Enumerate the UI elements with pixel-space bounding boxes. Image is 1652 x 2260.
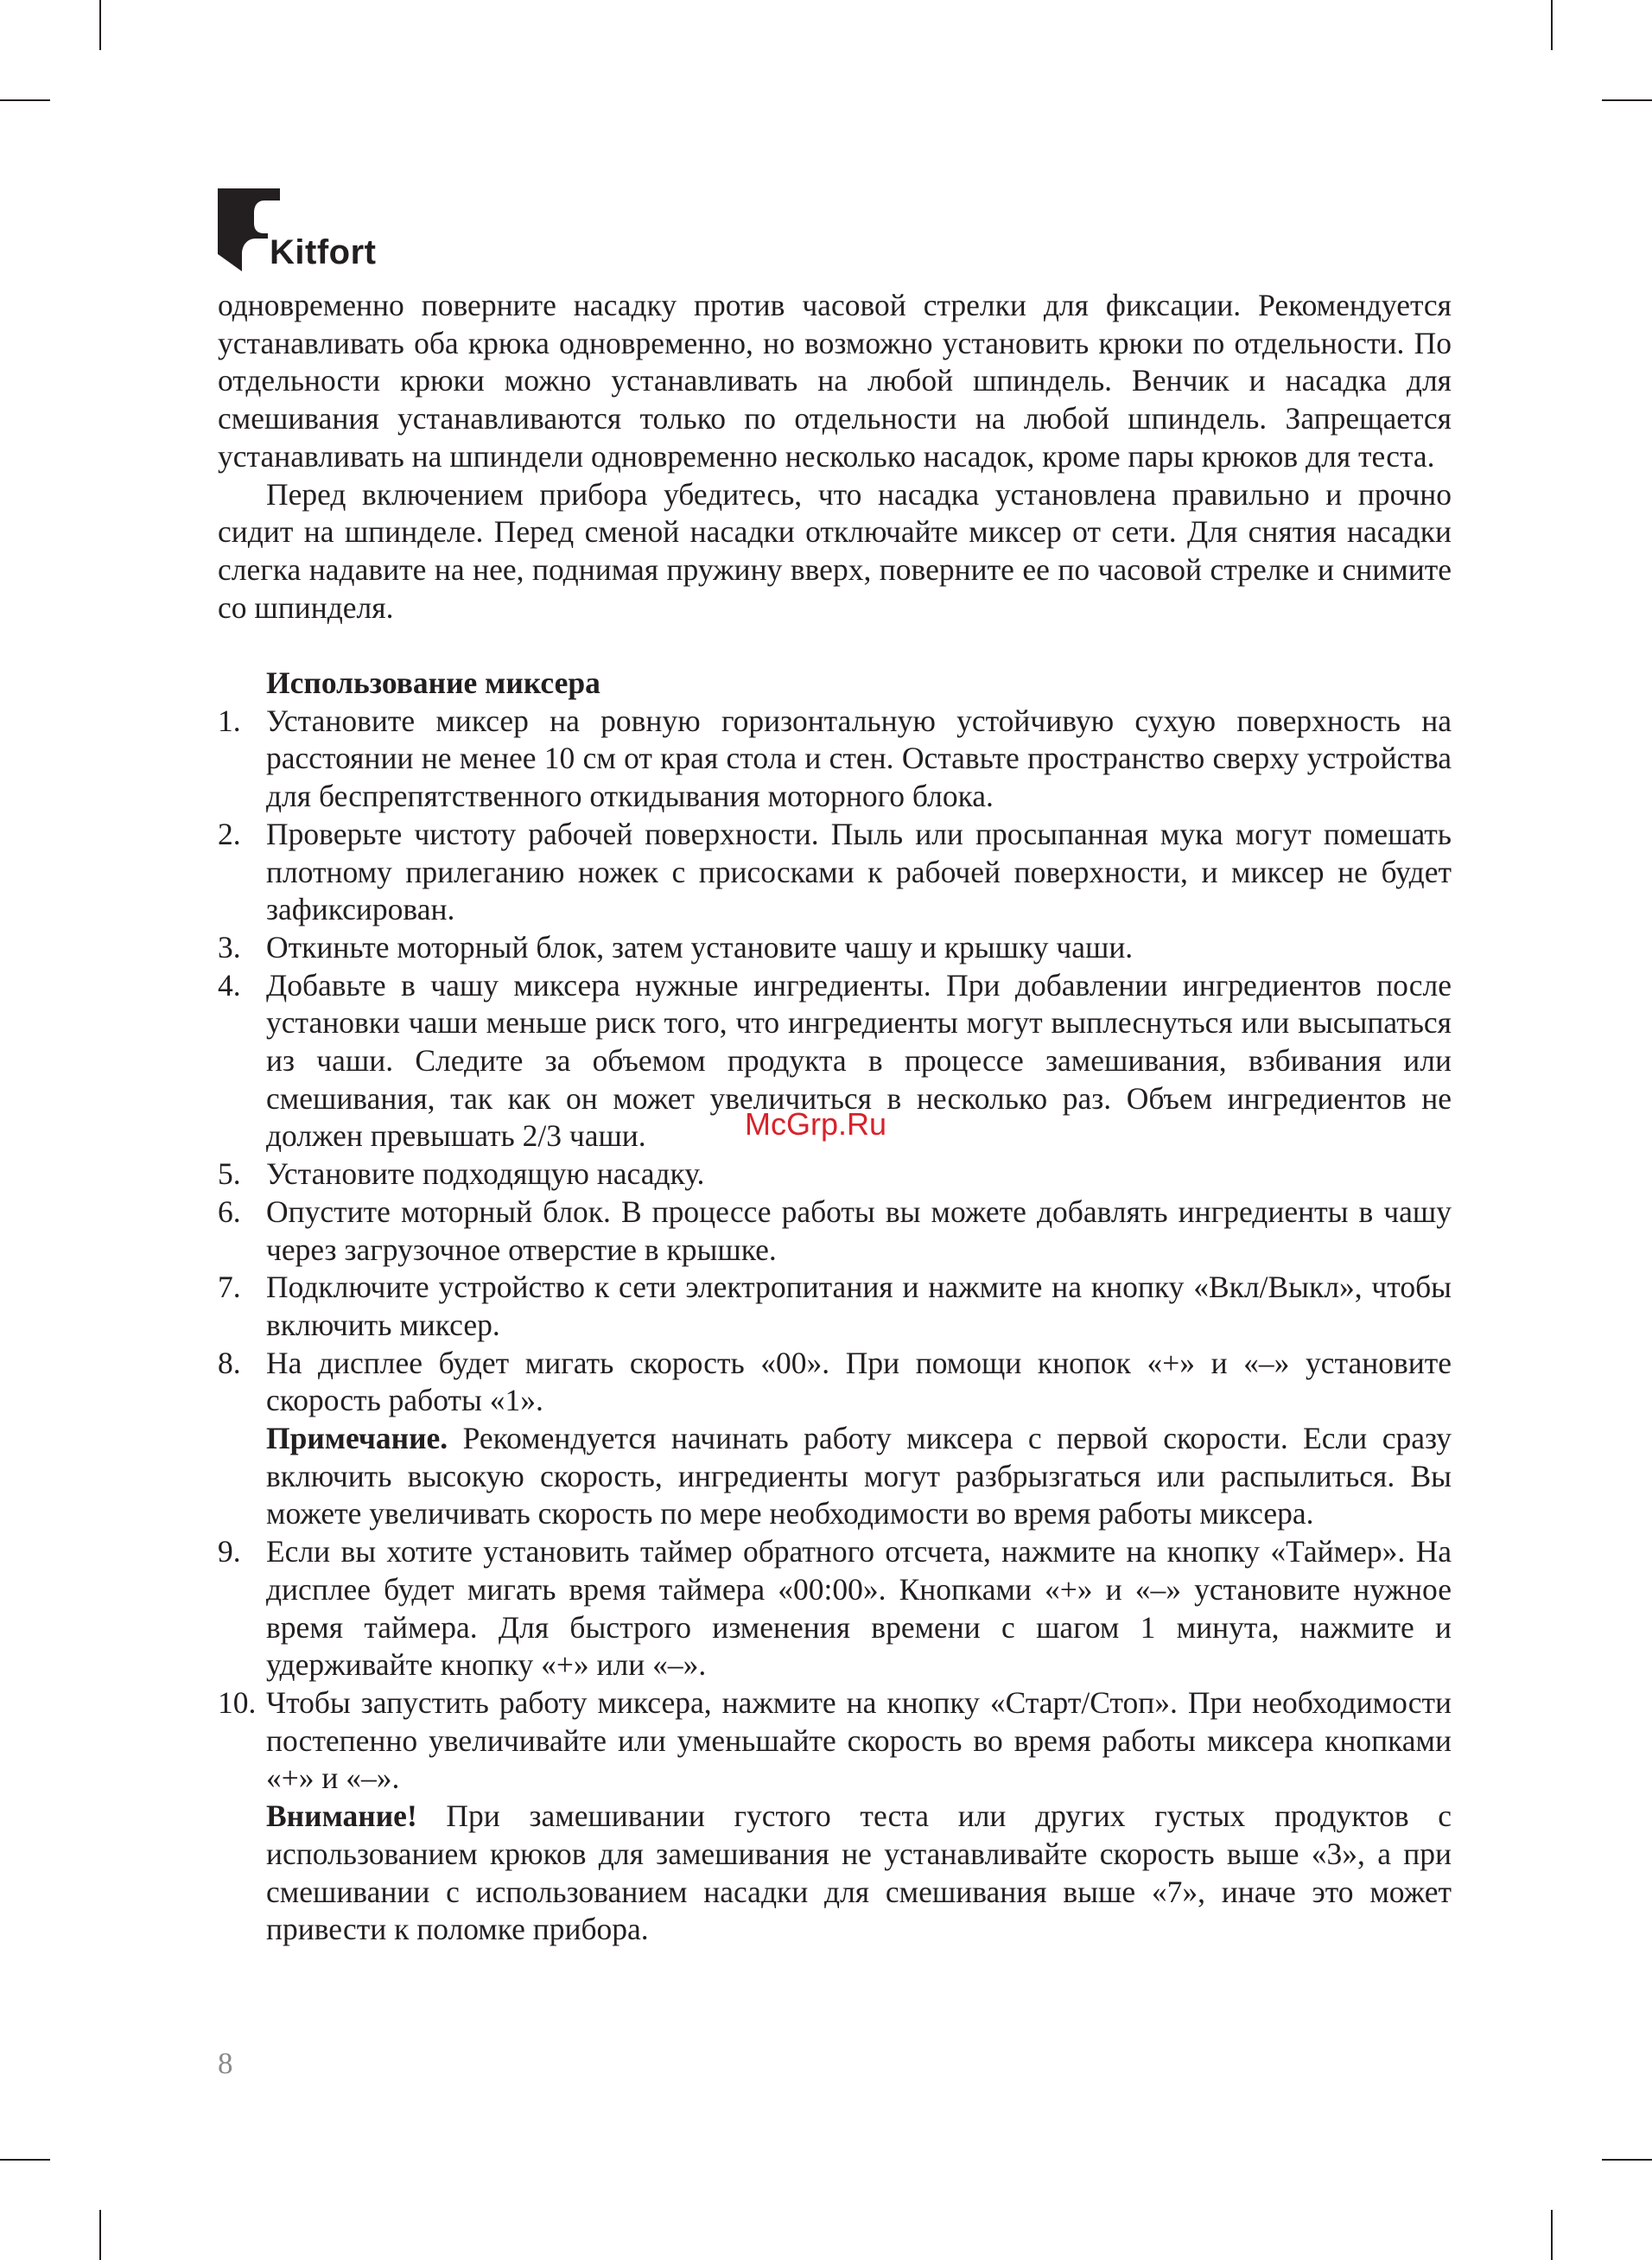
list-item <box>218 816 1452 929</box>
list-item <box>218 1194 1452 1269</box>
crop-mark-top-left <box>99 0 101 50</box>
watermark: McGrp.Ru <box>745 1106 887 1142</box>
list-item <box>218 1155 1452 1194</box>
crop-mark-bottom-right <box>1551 2210 1553 2260</box>
step-number: 2. <box>218 816 241 851</box>
list-item <box>218 1533 1452 1684</box>
note-label: Примечание. <box>266 1421 448 1456</box>
paragraph: одновременно поверните насадку против часовой стрелки для фиксации. Рекомендуется устанавливать оба крюка одновременно, но возможно установить крюки по отдельности. По отдельности крюки можно устанавливать на любой шпиндель. Венчик и насадка для смешивания устанавливаются только по отдельности на любой шпиндель. Запрещается устанавливать на шпиндели одновременно несколько насадок, кроме пары крюков для теста. <box>218 288 1452 474</box>
warning-label: Внимание! <box>266 1798 417 1834</box>
step-text: Проверьте чистоту рабочей поверхности. Пыль или просыпанная мука могут помешать плотному прилеганию ножек с присосками к рабочей поверхности, и миксер не будет зафиксирован. <box>266 816 1452 927</box>
step-text: Установите миксер на ровную горизонтальную устойчивую сухую поверхность на расстоянии не менее 10 см от края стола и стен. Оставьте пространство сверху устройства для беспрепятственного откидывания моторного блока. <box>266 703 1452 814</box>
step-text: Если вы хотите установить таймер обратного отсчета, нажмите на кнопку «Таймер». На дисплее будет мигать время таймера «00:00». Кнопками «+» и «–» установите нужное время таймера. Для быстрого изменения времени с шагом 1 минута, нажмите и удерживайте кнопку «+» или «–». <box>266 1534 1452 1683</box>
page-number: 8 <box>218 2047 233 2080</box>
step-number: 8. <box>218 1345 241 1380</box>
crop-mark-bottom-left <box>99 2210 101 2260</box>
steps-list <box>218 703 1452 1949</box>
brand-name: Kitfort <box>270 233 377 271</box>
note <box>266 1420 1452 1533</box>
crop-mark-right-top <box>1602 99 1652 101</box>
step-text: Чтобы запустить работу миксера, нажмите на кнопку «Старт/Стоп». При необходимости постепенно увеличивайте или уменьшайте скорость во время работы миксера кнопками «+» и «–». <box>266 1685 1452 1796</box>
crop-mark-left-bottom <box>0 2159 50 2161</box>
list-item <box>218 1345 1452 1534</box>
step-number: 3. <box>218 929 241 964</box>
list-item <box>218 1684 1452 1949</box>
list-item <box>218 703 1452 816</box>
step-number: 7. <box>218 1270 241 1305</box>
warning-text: При замешивании густого теста или других густых продуктов с использованием крюков для замешивания не устанавливайте скорость выше «3», а при смешивании с использованием насадки для смешивания выше «7», иначе это может привести к поломке прибора. <box>266 1798 1452 1947</box>
step-text: Подключите устройство к сети электропитания и нажмите на кнопку «Вкл/Выкл», чтобы включить миксер. <box>266 1270 1452 1342</box>
step-text: Добавьте в чашу миксера нужные ингредиенты. При добавлении ингредиентов после установки чаши меньше риск того, что ингредиенты могут выплеснуться или высыпаться из чаши. Следите за объемом продукта в процессе замешивания, взбивания или смешивания, так как он может увеличиться в несколько раз. Объем ингредиентов не должен превышать 2/3 чаши. <box>266 967 1452 1154</box>
step-number: 5. <box>218 1156 241 1192</box>
section-title: Использование миксера <box>266 665 600 701</box>
step-text: Установите подходящую насадку. <box>266 1156 705 1192</box>
step-text: Откиньте моторный блок, затем установите чашу и крышку чаши. <box>266 929 1134 964</box>
crop-mark-left-top <box>0 99 50 101</box>
list-item <box>218 1269 1452 1344</box>
step-text: Опустите моторный блок. В процессе работы вы можете добавлять ингредиенты в чашу через загрузочное отверстие в крышке. <box>266 1194 1452 1267</box>
step-number: 9. <box>218 1534 241 1569</box>
paragraph: Перед включением прибора убедитесь, что насадка установлена правильно и прочно сидит на шпинделе. Перед сменой насадки отключайте миксер от сети. Для снятия насадки слегка надавите на нее, поднимая пружину вверх, поверните ее по часовой стрелке и снимите со шпинделя. <box>218 476 1452 625</box>
crop-mark-top-right <box>1551 0 1553 50</box>
step-number: 1. <box>218 703 241 738</box>
warning <box>266 1798 1452 1949</box>
step-text: На дисплее будет мигать скорость «00». При помощи кнопок «+» и «–» установите скорость работы «1». <box>266 1345 1452 1418</box>
step-number: 6. <box>218 1194 241 1229</box>
list-item <box>218 929 1452 967</box>
note-text: Рекомендуется начинать работу миксера с первой скорости. Если сразу включить высокую скорость, ингредиенты могут разбрызгаться или распылиться. Вы можете увеличивать скорость по мере необходимости во время работы миксера. <box>266 1421 1452 1531</box>
crop-mark-right-bottom <box>1602 2159 1652 2161</box>
step-number: 4. <box>218 967 241 1003</box>
step-number: 10. <box>218 1685 257 1720</box>
